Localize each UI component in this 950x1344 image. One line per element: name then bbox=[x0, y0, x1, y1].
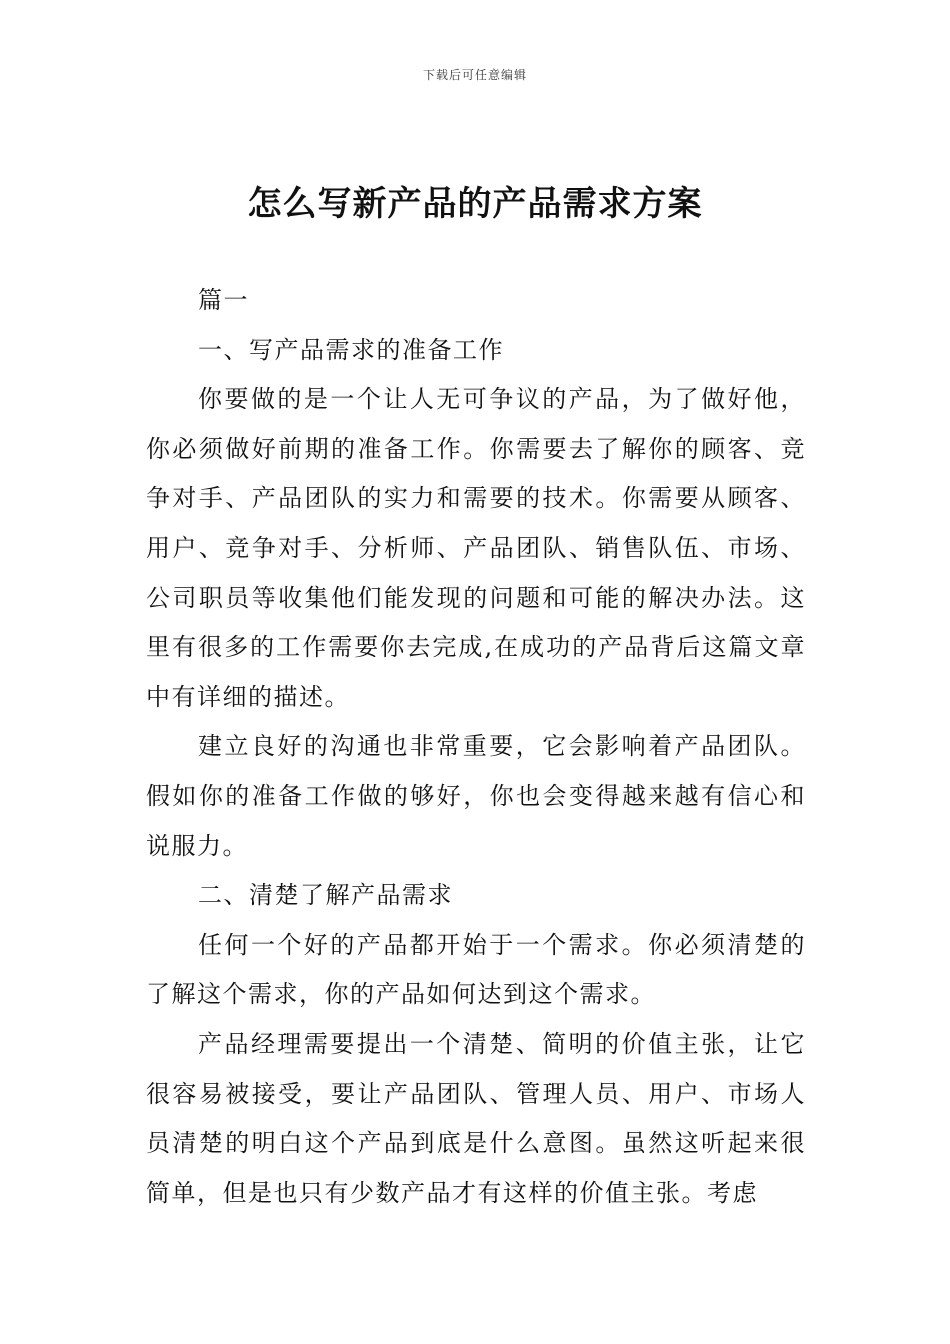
section-heading-1: 一、写产品需求的准备工作 bbox=[198, 335, 504, 364]
section-heading-2: 二、清楚了解产品需求 bbox=[198, 881, 453, 910]
page-header: 下载后可任意编辑 bbox=[422, 68, 527, 82]
body-paragraph: 任何一个好的产品都开始于一个需求。你必须清楚的了解这个需求，你的产品如何达到这个需求。 bbox=[146, 930, 806, 1009]
body-paragraph: 建立良好的沟通也非常重要，它会影响着产品团队。假如你的准备工作做的够好，你也会变得越来越有信心和说服力。 bbox=[146, 732, 806, 860]
document-body bbox=[146, 276, 806, 1218]
body-paragraph: 产品经理需要提出一个清楚、简明的价值主张，让它很容易被接受，要让产品团队、管理人员、用户、市场人员清楚的明白这个产品到底是什么意图。虽然这听起来很简单，但是也只有少数产品才有这样的价值主张。考虑 bbox=[146, 1029, 806, 1207]
section-label: 篇一 bbox=[198, 286, 249, 314]
body-paragraph: 你要做的是一个让人无可争议的产品，为了做好他，你必须做好前期的准备工作。你需要去了解你的顾客、竞争对手、产品团队的实力和需要的技术。你需要从顾客、用户、竞争对手、分析师、产品团队、销售队伍、市场、公司职员等收集他们能发现的问题和可能的解决办法。这里有很多的工作需要你去完成,在成功的产品背后这篇文章中有详细的描述。 bbox=[146, 385, 806, 711]
document-title: 怎么写新产品的产品需求方案 bbox=[247, 184, 703, 224]
